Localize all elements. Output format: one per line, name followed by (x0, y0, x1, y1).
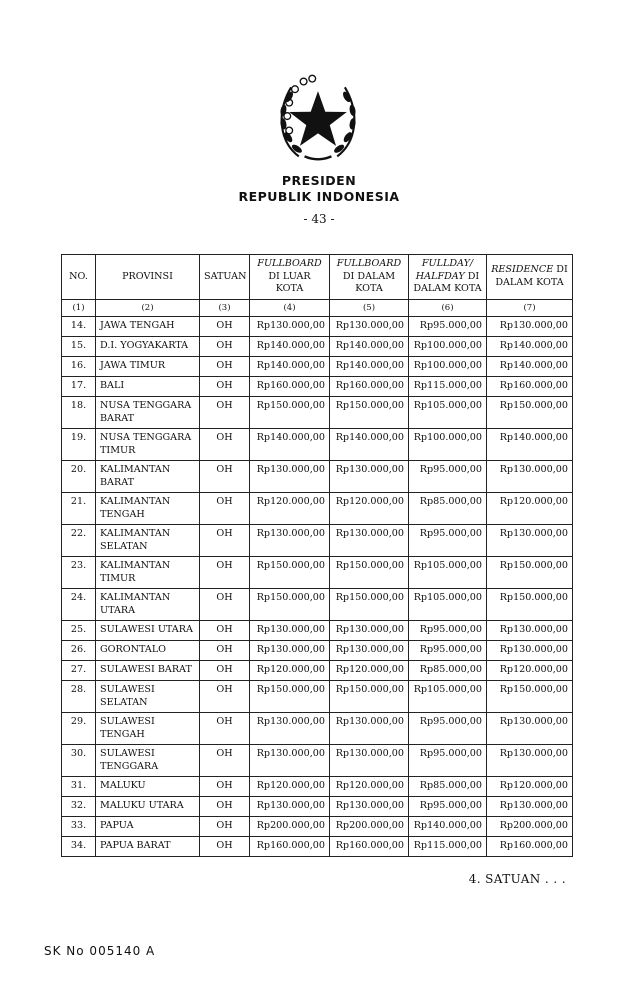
row-fullboard-dalam-kota: Rp130.000,00 (330, 525, 409, 557)
row-fullday-halfday: Rp105.000,00 (409, 589, 487, 621)
table-row (62, 317, 573, 337)
table-row (62, 377, 573, 397)
header-no: NO. (62, 255, 96, 300)
row-fullboard-dalam-kota: Rp150.000,00 (330, 589, 409, 621)
table-row (62, 777, 573, 797)
row-residence: Rp120.000,00 (487, 661, 573, 681)
row-satuan: OH (200, 397, 250, 429)
row-provinsi: PAPUA BARAT (96, 837, 200, 857)
row-number: 29. (62, 713, 96, 745)
row-provinsi: KALIMANTAN UTARA (96, 589, 200, 621)
row-fullboard-dalam-kota: Rp130.000,00 (330, 797, 409, 817)
header-satuan: SATUAN (200, 255, 250, 300)
row-fullday-halfday: Rp115.000,00 (409, 377, 487, 397)
row-fullboard-dalam-kota: Rp150.000,00 (330, 557, 409, 589)
row-number: 32. (62, 797, 96, 817)
row-fullboard-luar-kota: Rp200.000,00 (250, 817, 330, 837)
row-fullday-halfday: Rp105.000,00 (409, 557, 487, 589)
row-fullboard-luar-kota: Rp150.000,00 (250, 589, 330, 621)
row-satuan: OH (200, 777, 250, 797)
row-number: 31. (62, 777, 96, 797)
row-fullday-halfday: Rp100.000,00 (409, 337, 487, 357)
row-fullboard-dalam-kota: Rp200.000,00 (330, 817, 409, 837)
row-number: 22. (62, 525, 96, 557)
row-satuan: OH (200, 713, 250, 745)
row-satuan: OH (200, 461, 250, 493)
table-row (62, 397, 573, 429)
row-satuan: OH (200, 377, 250, 397)
table-row (62, 337, 573, 357)
table-row (62, 641, 573, 661)
table-row (62, 817, 573, 837)
row-satuan: OH (200, 661, 250, 681)
continuation-reference: 4. SATUAN . . . (468, 872, 566, 886)
column-number-row (62, 299, 573, 317)
row-fullboard-luar-kota: Rp130.000,00 (250, 745, 330, 777)
row-fullboard-luar-kota: Rp150.000,00 (250, 557, 330, 589)
row-fullday-halfday: Rp95.000,00 (409, 461, 487, 493)
row-number: 21. (62, 493, 96, 525)
row-satuan: OH (200, 817, 250, 837)
row-provinsi: NUSA TENGGARA TIMUR (96, 429, 200, 461)
row-fullboard-dalam-kota: Rp140.000,00 (330, 429, 409, 461)
row-residence: Rp140.000,00 (487, 357, 573, 377)
table-row (62, 681, 573, 713)
table-row (62, 661, 573, 681)
row-number: 33. (62, 817, 96, 837)
presidential-emblem-icon (270, 70, 366, 166)
table-row (62, 621, 573, 641)
row-satuan: OH (200, 317, 250, 337)
row-fullday-halfday: Rp95.000,00 (409, 745, 487, 777)
row-number: 19. (62, 429, 96, 461)
row-provinsi: BALI (96, 377, 200, 397)
row-fullboard-dalam-kota: Rp160.000,00 (330, 377, 409, 397)
row-fullday-halfday: Rp115.000,00 (409, 837, 487, 857)
row-provinsi: MALUKU (96, 777, 200, 797)
row-fullboard-dalam-kota: Rp130.000,00 (330, 641, 409, 661)
row-satuan: OH (200, 557, 250, 589)
row-residence: Rp150.000,00 (487, 397, 573, 429)
row-number: 25. (62, 621, 96, 641)
row-provinsi: SULAWESI UTARA (96, 621, 200, 641)
row-fullboard-dalam-kota: Rp140.000,00 (330, 337, 409, 357)
row-residence: Rp120.000,00 (487, 493, 573, 525)
row-fullboard-luar-kota: Rp120.000,00 (250, 661, 330, 681)
header-fullday-halfday: FULLDAY/ HALFDAY DI DALAM KOTA (409, 255, 487, 300)
column-number: (1) (62, 299, 96, 317)
table-row (62, 745, 573, 777)
row-number: 24. (62, 589, 96, 621)
row-fullday-halfday: Rp105.000,00 (409, 397, 487, 429)
row-fullboard-luar-kota: Rp120.000,00 (250, 777, 330, 797)
header-residence: RESIDENCE DI DALAM KOTA (487, 255, 573, 300)
row-fullboard-luar-kota: Rp130.000,00 (250, 317, 330, 337)
row-residence: Rp150.000,00 (487, 589, 573, 621)
table-row (62, 461, 573, 493)
row-number: 34. (62, 837, 96, 857)
rates-table (61, 254, 573, 857)
row-satuan: OH (200, 745, 250, 777)
row-number: 20. (62, 461, 96, 493)
row-provinsi: D.I. YOGYAKARTA (96, 337, 200, 357)
row-number: 15. (62, 337, 96, 357)
row-number: 28. (62, 681, 96, 713)
column-number: (4) (250, 299, 330, 317)
row-number: 30. (62, 745, 96, 777)
row-fullday-halfday: Rp95.000,00 (409, 317, 487, 337)
row-fullday-halfday: Rp95.000,00 (409, 797, 487, 817)
row-fullboard-dalam-kota: Rp120.000,00 (330, 661, 409, 681)
row-fullday-halfday: Rp100.000,00 (409, 357, 487, 377)
row-provinsi: JAWA TENGAH (96, 317, 200, 337)
row-fullboard-dalam-kota: Rp150.000,00 (330, 681, 409, 713)
row-provinsi: SULAWESI SELATAN (96, 681, 200, 713)
table-row (62, 525, 573, 557)
row-fullboard-luar-kota: Rp150.000,00 (250, 681, 330, 713)
row-number: 17. (62, 377, 96, 397)
table-row (62, 589, 573, 621)
row-satuan: OH (200, 641, 250, 661)
row-provinsi: SULAWESI BARAT (96, 661, 200, 681)
row-residence: Rp200.000,00 (487, 817, 573, 837)
header-provinsi: PROVINSI (96, 255, 200, 300)
row-fullday-halfday: Rp85.000,00 (409, 777, 487, 797)
row-provinsi: KALIMANTAN SELATAN (96, 525, 200, 557)
row-fullboard-luar-kota: Rp160.000,00 (250, 837, 330, 857)
row-fullboard-luar-kota: Rp130.000,00 (250, 461, 330, 493)
row-fullday-halfday: Rp95.000,00 (409, 525, 487, 557)
row-provinsi: GORONTALO (96, 641, 200, 661)
row-fullboard-luar-kota: Rp140.000,00 (250, 357, 330, 377)
row-fullboard-luar-kota: Rp130.000,00 (250, 797, 330, 817)
table-row (62, 713, 573, 745)
row-provinsi: KALIMANTAN BARAT (96, 461, 200, 493)
row-fullboard-dalam-kota: Rp160.000,00 (330, 837, 409, 857)
row-satuan: OH (200, 357, 250, 377)
table-row (62, 429, 573, 461)
row-provinsi: SULAWESI TENGGARA (96, 745, 200, 777)
row-number: 26. (62, 641, 96, 661)
row-provinsi: KALIMANTAN TIMUR (96, 557, 200, 589)
row-residence: Rp120.000,00 (487, 777, 573, 797)
row-fullday-halfday: Rp105.000,00 (409, 681, 487, 713)
row-number: 27. (62, 661, 96, 681)
row-fullboard-luar-kota: Rp130.000,00 (250, 641, 330, 661)
row-fullboard-luar-kota: Rp160.000,00 (250, 377, 330, 397)
row-satuan: OH (200, 797, 250, 817)
row-provinsi: SULAWESI TENGAH (96, 713, 200, 745)
table-row (62, 837, 573, 857)
row-fullday-halfday: Rp95.000,00 (409, 713, 487, 745)
row-residence: Rp150.000,00 (487, 681, 573, 713)
row-satuan: OH (200, 493, 250, 525)
table-row (62, 557, 573, 589)
row-fullboard-dalam-kota: Rp130.000,00 (330, 621, 409, 641)
row-residence: Rp160.000,00 (487, 837, 573, 857)
row-fullboard-luar-kota: Rp150.000,00 (250, 397, 330, 429)
row-fullboard-dalam-kota: Rp130.000,00 (330, 745, 409, 777)
row-residence: Rp140.000,00 (487, 429, 573, 461)
row-fullboard-dalam-kota: Rp120.000,00 (330, 493, 409, 525)
table-row (62, 357, 573, 377)
row-fullday-halfday: Rp85.000,00 (409, 493, 487, 525)
row-fullboard-dalam-kota: Rp140.000,00 (330, 357, 409, 377)
row-provinsi: NUSA TENGGARA BARAT (96, 397, 200, 429)
row-residence: Rp150.000,00 (487, 557, 573, 589)
column-number: (2) (96, 299, 200, 317)
row-fullday-halfday: Rp140.000,00 (409, 817, 487, 837)
row-fullboard-dalam-kota: Rp130.000,00 (330, 713, 409, 745)
row-fullboard-luar-kota: Rp130.000,00 (250, 713, 330, 745)
row-residence: Rp130.000,00 (487, 317, 573, 337)
row-provinsi: JAWA TIMUR (96, 357, 200, 377)
row-satuan: OH (200, 429, 250, 461)
row-residence: Rp130.000,00 (487, 621, 573, 641)
row-fullboard-luar-kota: Rp130.000,00 (250, 525, 330, 557)
table-header-row (62, 255, 573, 300)
row-satuan: OH (200, 681, 250, 713)
row-provinsi: KALIMANTAN TENGAH (96, 493, 200, 525)
row-residence: Rp130.000,00 (487, 797, 573, 817)
column-number: (3) (200, 299, 250, 317)
header-presiden: PRESIDEN (281, 173, 357, 188)
row-satuan: OH (200, 621, 250, 641)
header-fullboard-dalam-kota: FULLBOARD DI DALAM KOTA (330, 255, 409, 300)
row-residence: Rp130.000,00 (487, 641, 573, 661)
row-fullboard-dalam-kota: Rp150.000,00 (330, 397, 409, 429)
row-fullday-halfday: Rp95.000,00 (409, 621, 487, 641)
table-row (62, 797, 573, 817)
row-satuan: OH (200, 337, 250, 357)
row-residence: Rp140.000,00 (487, 337, 573, 357)
row-residence: Rp130.000,00 (487, 525, 573, 557)
row-fullboard-luar-kota: Rp140.000,00 (250, 337, 330, 357)
column-number: (7) (487, 299, 573, 317)
row-residence: Rp130.000,00 (487, 461, 573, 493)
row-fullboard-luar-kota: Rp130.000,00 (250, 621, 330, 641)
row-fullday-halfday: Rp85.000,00 (409, 661, 487, 681)
row-provinsi: MALUKU UTARA (96, 797, 200, 817)
row-fullboard-dalam-kota: Rp130.000,00 (330, 317, 409, 337)
row-number: 16. (62, 357, 96, 377)
row-residence: Rp130.000,00 (487, 713, 573, 745)
row-fullboard-luar-kota: Rp120.000,00 (250, 493, 330, 525)
row-fullboard-dalam-kota: Rp130.000,00 (330, 461, 409, 493)
row-satuan: OH (200, 525, 250, 557)
page-number: - 43 - (303, 212, 335, 226)
table-row (62, 493, 573, 525)
header-republik-indonesia: REPUBLIK INDONESIA (238, 189, 400, 204)
row-fullboard-dalam-kota: Rp120.000,00 (330, 777, 409, 797)
row-residence: Rp130.000,00 (487, 745, 573, 777)
column-number: (6) (409, 299, 487, 317)
row-satuan: OH (200, 589, 250, 621)
row-number: 18. (62, 397, 96, 429)
row-provinsi: PAPUA (96, 817, 200, 837)
row-fullboard-luar-kota: Rp140.000,00 (250, 429, 330, 461)
column-number: (5) (330, 299, 409, 317)
row-number: 14. (62, 317, 96, 337)
row-residence: Rp160.000,00 (487, 377, 573, 397)
row-fullday-halfday: Rp95.000,00 (409, 641, 487, 661)
header-fullboard-luar-kota: FULLBOARD DI LUAR KOTA (250, 255, 330, 300)
row-number: 23. (62, 557, 96, 589)
row-fullday-halfday: Rp100.000,00 (409, 429, 487, 461)
row-satuan: OH (200, 837, 250, 857)
sk-number: SK No 005140 A (44, 944, 156, 958)
